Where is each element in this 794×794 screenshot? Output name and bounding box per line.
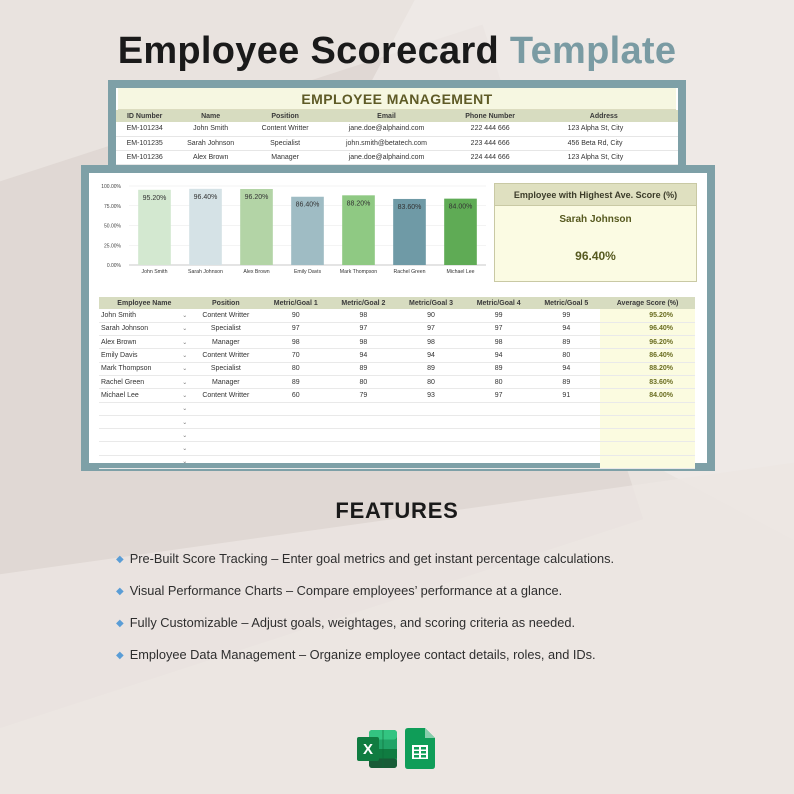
features-title: FEATURES [335, 498, 459, 523]
average-score-cell[interactable]: 96.40% [600, 322, 695, 335]
employee-cell[interactable]: Sarah Johnson [173, 136, 248, 150]
score-cell[interactable]: 80 [465, 375, 533, 388]
score-col-header: Metric/Goal 3 [397, 297, 465, 309]
score-cell[interactable]: 80 [397, 375, 465, 388]
average-score-cell[interactable]: 83.60% [600, 375, 695, 388]
score-row [99, 322, 695, 335]
chevron-down-icon[interactable]: ⌄ [180, 375, 190, 388]
score-col-header: Position [190, 297, 262, 309]
employee-name-cell[interactable]: John Smith [99, 309, 180, 322]
page-title [0, 30, 794, 73]
score-cell[interactable]: 89 [397, 362, 465, 375]
chevron-down-icon[interactable]: ⌄ [180, 429, 190, 442]
x-tick-label: John Smith [141, 269, 168, 275]
employee-cell[interactable]: Alex Brown [173, 150, 248, 164]
employee-name-cell[interactable]: Emily Davis [99, 349, 180, 362]
employee-name-cell[interactable] [99, 442, 180, 455]
score-cell[interactable] [262, 415, 330, 428]
score-cell[interactable] [465, 429, 533, 442]
score-col-header: Metric/Goal 2 [330, 297, 398, 309]
employee-name-cell[interactable] [99, 429, 180, 442]
score-cell[interactable]: 90 [262, 309, 330, 322]
average-score-cell[interactable]: 96.20% [600, 336, 695, 349]
feature-item [116, 615, 776, 630]
average-score-cell[interactable]: 95.20% [600, 309, 695, 322]
chevron-down-icon[interactable]: ⌄ [180, 455, 190, 468]
score-row [99, 389, 695, 402]
google-sheets-icon [405, 728, 435, 769]
employee-name-cell[interactable]: Alex Brown [99, 336, 180, 349]
bar-value-label: 86.40% [295, 201, 320, 209]
chevron-down-icon[interactable]: ⌄ [180, 322, 190, 335]
employee-row [116, 150, 678, 164]
employee-management-sheet [108, 80, 686, 172]
score-cell[interactable]: 80 [330, 375, 398, 388]
employee-cell[interactable]: 123 Alpha St, City [530, 122, 678, 136]
score-cell[interactable]: 89 [262, 375, 330, 388]
score-cell[interactable]: Specialist [190, 322, 262, 335]
y-tick-label: 100.00% [101, 184, 121, 190]
score-cell[interactable] [190, 415, 262, 428]
employee-cell[interactable]: Specialist [248, 136, 322, 150]
score-chart [89, 173, 487, 291]
employee-col-header: Phone Number [451, 110, 530, 122]
employee-col-header: ID Number [116, 110, 173, 122]
employee-cell[interactable]: John Smith [173, 122, 248, 136]
score-cell[interactable]: 91 [533, 389, 601, 402]
score-row [99, 336, 695, 349]
average-score-cell[interactable]: 84.00% [600, 389, 695, 402]
score-cell[interactable] [397, 415, 465, 428]
score-cell[interactable]: 60 [262, 389, 330, 402]
employee-col-header: Address [530, 110, 678, 122]
score-cell[interactable]: 97 [465, 322, 533, 335]
score-row [99, 362, 695, 375]
score-cell[interactable]: 89 [330, 362, 398, 375]
score-col-header: Employee Name [99, 297, 190, 309]
diamond-bullet-icon: ◆ [116, 650, 124, 661]
bar-value-label: 83.60% [397, 203, 422, 211]
employee-name-cell[interactable] [99, 455, 180, 468]
score-cell[interactable]: Specialist [190, 362, 262, 375]
chevron-down-icon[interactable]: ⌄ [180, 389, 190, 402]
bar-value-label: 96.40% [193, 193, 218, 201]
score-cell[interactable]: Content Writter [190, 309, 262, 322]
score-cell[interactable] [465, 442, 533, 455]
score-cell[interactable] [330, 455, 398, 468]
employee-name-cell[interactable]: Michael Lee [99, 389, 180, 402]
average-score-cell[interactable] [600, 402, 695, 415]
score-cell[interactable]: 89 [533, 375, 601, 388]
score-cell[interactable] [533, 455, 601, 468]
employee-name-cell[interactable]: Sarah Johnson [99, 322, 180, 335]
diamond-bullet-icon: ◆ [116, 586, 124, 597]
employee-name-cell[interactable] [99, 415, 180, 428]
score-col-header: Metric/Goal 1 [262, 297, 330, 309]
score-table [99, 297, 695, 469]
employee-cell[interactable]: jane.doe@alphaind.com [322, 150, 450, 164]
score-col-header: Metric/Goal 4 [465, 297, 533, 309]
score-cell[interactable]: 93 [397, 389, 465, 402]
employee-cell[interactable]: 456 Beta Rd, City [530, 136, 678, 150]
score-row [99, 455, 695, 468]
bar-value-label: 96.20% [244, 194, 269, 202]
employee-row [116, 122, 678, 136]
score-cell[interactable]: 97 [397, 322, 465, 335]
employee-cell[interactable]: EM-101236 [116, 150, 173, 164]
score-cell[interactable] [262, 442, 330, 455]
feature-item [116, 551, 776, 566]
feature-text: Fully Customizable – Adjust goals, weightages, and scoring criteria as needed. [129, 615, 575, 630]
average-score-cell[interactable] [600, 442, 695, 455]
score-cell[interactable]: 90 [397, 309, 465, 322]
feature-item [116, 583, 776, 598]
employee-col-header: Name [173, 110, 248, 122]
score-row [99, 442, 695, 455]
highest-score-name: Sarah Johnson [559, 214, 632, 225]
scorecard-sheet [81, 165, 715, 471]
score-cell[interactable] [262, 455, 330, 468]
employee-cell[interactable]: jane.doe@alphaind.com [322, 122, 450, 136]
employee-cell[interactable]: 224 444 666 [451, 150, 530, 164]
score-cell[interactable]: Content Writter [190, 349, 262, 362]
score-cell[interactable]: 99 [533, 309, 601, 322]
employee-cell[interactable]: 222 444 666 [451, 122, 530, 136]
chevron-down-icon[interactable]: ⌄ [180, 402, 190, 415]
score-col-header: Average Score (%) [600, 297, 695, 309]
employee-table [116, 110, 678, 165]
x-tick-label: Emily Davis [293, 269, 322, 275]
employee-name-cell[interactable] [99, 402, 180, 415]
employee-row [116, 136, 678, 150]
score-cell[interactable]: 94 [330, 349, 398, 362]
bar-value-label: 95.20% [142, 194, 167, 202]
score-cell[interactable]: Manager [190, 336, 262, 349]
y-tick-label: 75.00% [104, 203, 121, 210]
score-col-header: Metric/Goal 5 [533, 297, 601, 309]
score-cell[interactable]: 98 [397, 336, 465, 349]
score-cell[interactable] [397, 402, 465, 415]
title-accent: Template [509, 30, 677, 72]
score-cell[interactable] [190, 429, 262, 442]
x-tick-label: Alex Brown [243, 269, 270, 275]
x-tick-label: Sarah Johnson [188, 269, 223, 275]
average-score-cell[interactable] [600, 455, 695, 468]
employee-cell[interactable]: Manager [248, 150, 322, 164]
average-score-cell[interactable]: 86.40% [600, 349, 695, 362]
x-tick-label: Mark Thompson [339, 269, 378, 275]
score-cell[interactable] [533, 429, 601, 442]
x-tick-label: Rachel Green [393, 269, 426, 275]
feature-text: Pre-Built Score Tracking – Enter goal metrics and get instant percentage calculations. [129, 551, 615, 566]
x-tick-label: Michael Lee [446, 269, 475, 275]
management-heading: EMPLOYEE MANAGEMENT [118, 88, 676, 110]
employee-name-cell[interactable]: Mark Thompson [99, 362, 180, 375]
score-row [99, 415, 695, 428]
score-cell[interactable]: 94 [533, 322, 601, 335]
score-cell[interactable]: 97 [465, 389, 533, 402]
employee-col-header: Email [322, 110, 450, 122]
score-cell[interactable]: 98 [330, 309, 398, 322]
score-cell[interactable] [465, 455, 533, 468]
employee-cell[interactable]: john.smith@betatech.com [322, 136, 450, 150]
y-tick-label: 25.00% [104, 243, 121, 250]
score-cell[interactable]: 98 [465, 336, 533, 349]
employee-cell[interactable]: EM-101235 [116, 136, 173, 150]
employee-col-header: Position [248, 110, 322, 122]
score-cell[interactable]: 98 [262, 336, 330, 349]
score-cell[interactable] [533, 442, 601, 455]
score-cell[interactable]: 70 [262, 349, 330, 362]
score-cell[interactable] [190, 402, 262, 415]
chevron-down-icon[interactable]: ⌄ [180, 362, 190, 375]
score-cell[interactable] [533, 402, 601, 415]
score-row [99, 402, 695, 415]
chevron-down-icon[interactable]: ⌄ [180, 442, 190, 455]
score-cell[interactable] [330, 429, 398, 442]
diamond-bullet-icon: ◆ [116, 618, 124, 629]
title-main: Employee Scorecard [117, 30, 500, 72]
score-row [99, 309, 695, 322]
feature-item [116, 647, 776, 662]
chevron-down-icon[interactable]: ⌄ [180, 415, 190, 428]
y-tick-label: 50.00% [104, 223, 121, 230]
score-cell[interactable]: 89 [465, 362, 533, 375]
average-score-cell[interactable] [600, 429, 695, 442]
score-cell[interactable]: 98 [330, 336, 398, 349]
bar-value-label: 84.00% [448, 203, 473, 211]
employee-cell[interactable]: 123 Alpha St, City [530, 150, 678, 164]
score-cell[interactable] [330, 402, 398, 415]
excel-letter: X [362, 741, 374, 758]
average-score-cell[interactable] [600, 415, 695, 428]
score-cell[interactable] [330, 415, 398, 428]
average-score-cell[interactable]: 88.20% [600, 362, 695, 375]
score-cell[interactable] [397, 429, 465, 442]
score-chart-svg [89, 173, 487, 291]
diamond-bullet-icon: ◆ [116, 554, 124, 565]
employee-name-cell[interactable]: Rachel Green [99, 375, 180, 388]
score-cell[interactable]: 94 [465, 349, 533, 362]
score-cell[interactable] [397, 442, 465, 455]
score-row [99, 429, 695, 442]
score-cell[interactable] [262, 402, 330, 415]
score-cell[interactable]: 97 [330, 322, 398, 335]
score-cell[interactable] [533, 415, 601, 428]
score-cell[interactable]: Content Writter [190, 389, 262, 402]
score-cell[interactable] [397, 455, 465, 468]
score-cell[interactable]: 99 [465, 309, 533, 322]
employee-cell[interactable]: Content Writter [248, 122, 322, 136]
score-cell[interactable]: Manager [190, 375, 262, 388]
chevron-down-icon[interactable]: ⌄ [180, 336, 190, 349]
score-cell[interactable] [190, 455, 262, 468]
y-tick-label: 0.00% [106, 263, 121, 269]
score-cell[interactable] [330, 442, 398, 455]
score-row [99, 349, 695, 362]
score-cell[interactable]: 94 [397, 349, 465, 362]
score-cell[interactable] [465, 415, 533, 428]
feature-text: Employee Data Management – Organize employee contact details, roles, and IDs. [129, 647, 596, 662]
feature-text: Visual Performance Charts – Compare employees’ performance at a glance. [129, 583, 563, 598]
score-cell[interactable]: 80 [533, 349, 601, 362]
chevron-down-icon[interactable]: ⌄ [180, 349, 190, 362]
highest-score-heading: Employee with Highest Ave. Score (%) [495, 184, 696, 206]
score-cell[interactable]: 79 [330, 389, 398, 402]
score-cell[interactable]: 89 [533, 336, 601, 349]
employee-cell[interactable]: 223 444 666 [451, 136, 530, 150]
score-cell[interactable]: 80 [262, 362, 330, 375]
app-logos [357, 728, 437, 770]
highest-score-card [494, 183, 697, 282]
employee-cell[interactable]: EM-101234 [116, 122, 173, 136]
score-row [99, 375, 695, 388]
score-cell[interactable] [262, 429, 330, 442]
chevron-down-icon[interactable]: ⌄ [180, 309, 190, 322]
bar-value-label: 88.20% [346, 200, 371, 208]
excel-icon [357, 730, 397, 768]
highest-score-value: 96.40% [575, 249, 616, 263]
score-cell[interactable] [190, 442, 262, 455]
score-cell[interactable] [465, 402, 533, 415]
score-cell[interactable]: 97 [262, 322, 330, 335]
score-cell[interactable]: 94 [533, 362, 601, 375]
